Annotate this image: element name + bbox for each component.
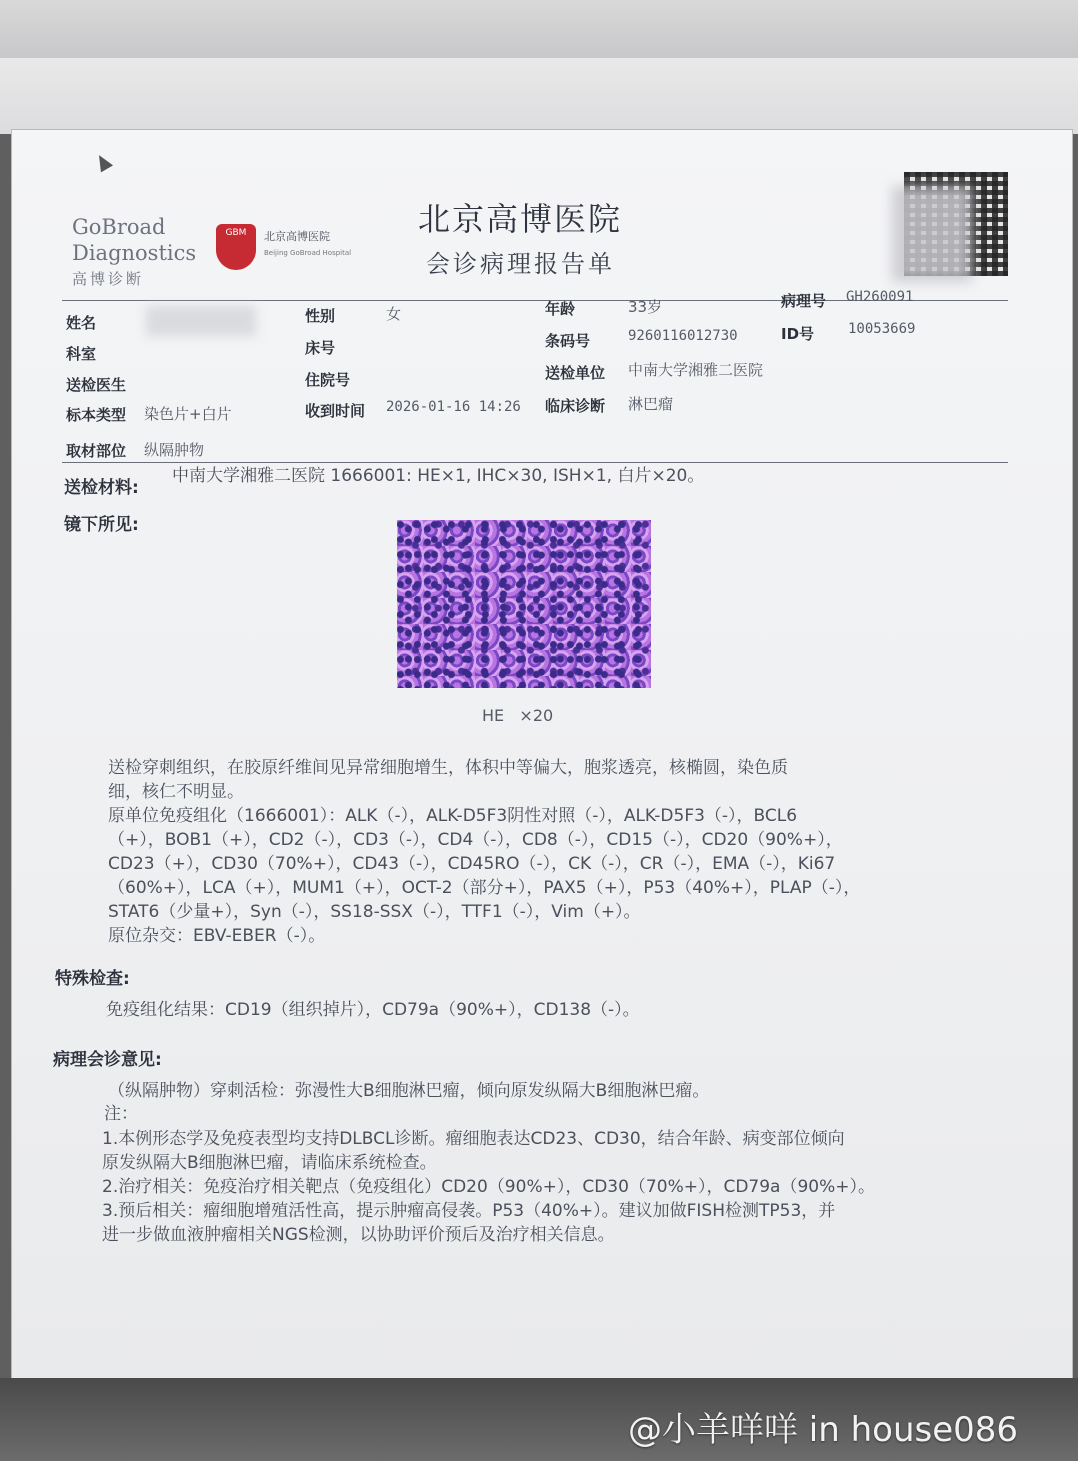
microscopy-line: 原位杂交：EBV-EBER（-）。 — [108, 926, 326, 946]
name-redaction — [146, 306, 256, 336]
opinion-line: 原发纵隔大B细胞淋巴瘤，请临床系统检查。 — [102, 1153, 437, 1173]
special-text: 免疫组化结果：CD19（组织掉片），CD79a（90%+），CD138（-）。 — [106, 1000, 640, 1020]
logo-cn: 高博诊断 — [72, 270, 145, 288]
id-label: ID号 — [781, 325, 815, 343]
id-value: 10053669 — [848, 321, 916, 337]
microscopy-line: CD23（+），CD30（70%+），CD43（-），CD45RO（-），CK（-），CR（-），EMA（-），Ki67 — [108, 854, 836, 874]
pathology-no-label: 病理号 — [781, 292, 827, 310]
clinical-dx-value: 淋巴瘤 — [628, 395, 674, 413]
microscopy-line: STAT6（少量+），Syn（-），SS18-SSX（-），TTF1（-），Vim（+）。 — [108, 902, 641, 922]
micrograph-caption — [482, 706, 553, 725]
age-value: 33岁 — [628, 298, 663, 316]
microscopy-line: 细，核仁不明显。 — [108, 782, 244, 802]
gobroad-logo — [72, 214, 196, 292]
age-label: 年龄 — [545, 300, 576, 318]
he-stain-micrograph — [397, 520, 651, 688]
special-label: 特殊检查: — [55, 969, 130, 989]
gbm-cn: 北京高博医院 — [264, 230, 330, 243]
materials-text: 中南大学湘雅二医院 1666001: HE×1, IHC×30, ISH×1, 白片×20。 — [172, 466, 705, 486]
opinion-label: 病理会诊意见: — [53, 1050, 162, 1070]
unit-value: 中南大学湘雅二医院 — [628, 361, 764, 379]
caption-stain: HE — [482, 706, 505, 725]
doctor-label: 送检医生 — [66, 376, 127, 394]
info-divider — [62, 462, 1008, 463]
microscopy-line: 原单位免疫组化（1666001）：ALK（-），ALK-D5F3阴性对照（-），ALK-D5F3（-），BCL6 — [108, 806, 798, 826]
received-label: 收到时间 — [305, 402, 366, 420]
gbm-shield-logo — [216, 224, 256, 270]
gbm-text — [264, 229, 351, 261]
specimen-type-value: 染色片+白片 — [144, 405, 232, 423]
dept-label: 科室 — [66, 345, 97, 363]
site-label: 取材部位 — [66, 442, 127, 460]
microscopy-line: 送检穿刺组织，在胶原纤维间见异常细胞增生，体积中等偏大，胞浆透亮，核椭圆，染色质 — [108, 758, 788, 778]
bed-label: 床号 — [305, 339, 336, 357]
opinion-line: 1.本例形态学及免疫表型均支持DLBCL诊断。瘤细胞表达CD23、CD30，结合年龄、病变部位倾向 — [102, 1129, 845, 1149]
received-value: 2026-01-16 14:26 — [386, 399, 521, 415]
qr-redaction — [892, 186, 972, 282]
name-label: 姓名 — [66, 314, 97, 332]
opinion-line: （纵隔肿物）穿刺活检：弥漫性大B细胞淋巴瘤，倾向原发纵隔大B细胞淋巴瘤。 — [108, 1081, 710, 1101]
watermark: @小羊咩咩 in house086 — [628, 1410, 1019, 1450]
report-title: 会诊病理报告单 — [426, 250, 615, 278]
opinion-line: 进一步做血液肿瘤相关NGS检测，以协助评价预后及治疗相关信息。 — [102, 1225, 615, 1245]
logo-line2: Diagnostics — [72, 241, 197, 265]
clinical-dx-label: 临床诊断 — [545, 397, 606, 415]
caption-mag: ×20 — [519, 706, 554, 725]
opinion-line: 2.治疗相关：免疫治疗相关靶点（免疫组化）CD20（90%+），CD30（70%+），CD79a（90%+）。 — [102, 1177, 876, 1197]
unit-label: 送检单位 — [545, 364, 606, 382]
barcode-label: 条码号 — [545, 332, 591, 350]
specimen-type-label: 标本类型 — [66, 406, 127, 424]
site-value: 纵隔肿物 — [144, 441, 205, 459]
microscopy-line: （60%+），LCA（+），MUM1（+），OCT-2（部分+），PAX5（+），P53（40%+），PLAP（-）， — [108, 878, 861, 898]
microscopy-label: 镜下所见: — [64, 515, 139, 535]
logo-line1: GoBroad — [72, 215, 166, 239]
materials-label: 送检材料: — [64, 478, 139, 498]
pathology-no-value: GH260091 — [846, 289, 914, 305]
opinion-line: 3.预后相关：瘤细胞增殖活性高，提示肿瘤高侵袭。P53（40%+）。建议加做FISH检测TP53，并 — [102, 1201, 836, 1221]
microscopy-line: （+），BOB1（+），CD2（-），CD3（-），CD4（-），CD8（-），CD15（-），CD20（90%+）， — [108, 830, 843, 850]
gbm-en: Beijing GoBroad Hospital — [264, 249, 352, 257]
gbm-badge: GBM — [225, 228, 247, 238]
inpatient-label: 住院号 — [305, 371, 351, 389]
opinion-line: 注： — [104, 1104, 138, 1124]
barcode-value: 9260116012730 — [628, 328, 738, 344]
gender-value: 女 — [386, 305, 402, 323]
hospital-name: 北京高博医院 — [418, 200, 623, 238]
gender-label: 性别 — [305, 307, 336, 325]
monitor-edge — [0, 58, 1078, 134]
